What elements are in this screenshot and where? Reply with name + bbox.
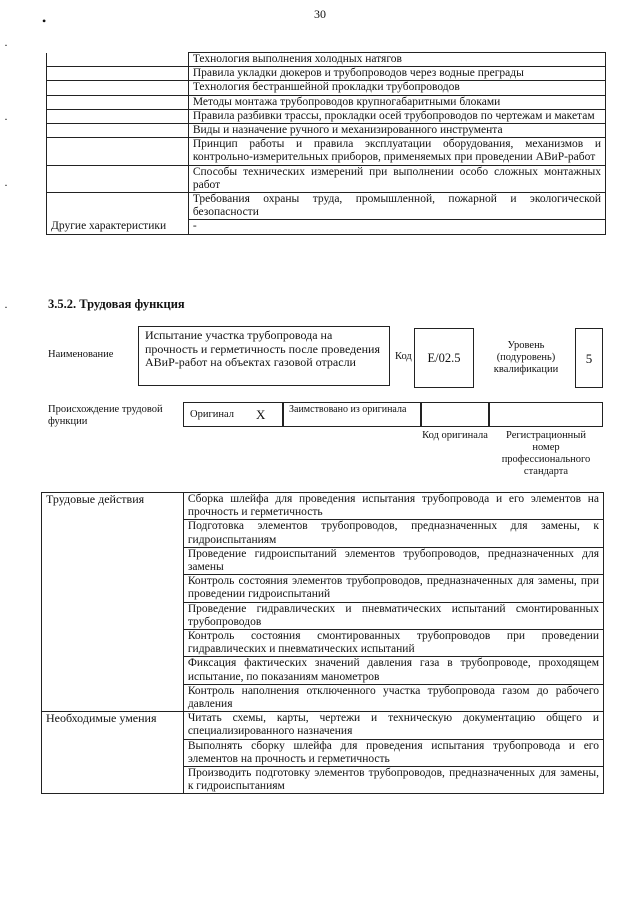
registration-caption: Регистрационный номер профессионального стандарта	[501, 430, 591, 477]
table-cell: Технология выполнения холодных натягов	[188, 53, 605, 67]
table-row	[42, 712, 604, 739]
table-row	[47, 53, 606, 67]
margin-mark: •	[42, 14, 47, 28]
table-cell: Виды и назначение ручного и механизированного инструмента	[188, 124, 605, 138]
level-label: Уровень (подуровень) квалификации	[493, 340, 559, 375]
table-cell: Контроль наполнения отключенного участка трубопровода газом до рабочего давления	[183, 684, 603, 711]
origin-label: Происхождение трудовой функции	[48, 404, 163, 427]
table-cell: Выполнять сборку шлейфа для проведения испытания трубопровода и его элементов на прочность и герметичность	[183, 739, 603, 766]
section-heading: 3.5.2. Трудовая функция	[48, 297, 185, 311]
table-row	[42, 493, 604, 520]
origin-original-cell	[183, 402, 283, 427]
page-number: 30	[314, 7, 326, 21]
code-caption: Код оригинала	[422, 430, 488, 441]
table-row	[47, 109, 606, 123]
table-cell: Требования охраны труда, промышленной, пожарной и экологической безопасности	[188, 193, 605, 220]
table-cell: Правила укладки дюкеров и трубопроводов через водные преграды	[188, 67, 605, 81]
margin-mark: ·	[4, 300, 8, 314]
labor-function-table	[41, 492, 604, 794]
original-code-cell	[421, 402, 489, 427]
table-cell: Принцип работы и правила эксплуатации оборудования, механизмов и контрольно-измерительных приборов, применяемых при проведении АВиР-работ	[188, 138, 605, 165]
table-row	[47, 95, 606, 109]
table-cell: Контроль состояния элементов трубопроводов, предназначенных для замены, при проведении гидроиспытаний	[183, 575, 603, 602]
table-cell: Производить подготовку элементов трубопроводов, предназначенных для замены, к гидроиспытаниям	[183, 767, 603, 794]
labor-actions-label: Трудовые действия	[42, 493, 184, 712]
table-row	[47, 138, 606, 165]
table-row	[47, 81, 606, 95]
table-cell: Фиксация фактических значений давления газа в трубопроводе, проходящем испытание, по показаниям манометров	[183, 657, 603, 684]
knowledge-table	[46, 52, 606, 235]
margin-mark: ·	[4, 112, 8, 126]
table-row	[47, 220, 606, 234]
table-row	[47, 124, 606, 138]
name-label: Наименование	[48, 349, 114, 360]
table-cell: Технология бестраншейной прокладки трубопроводов	[188, 81, 605, 95]
function-code: E/02.5	[414, 328, 474, 388]
table-row	[47, 67, 606, 81]
other-characteristics-label: Другие характеристики	[47, 220, 189, 234]
margin-mark: ·	[4, 178, 8, 192]
table-cell: Подготовка элементов трубопроводов, предназначенных для замены, к гидроиспытаниям	[183, 520, 603, 547]
function-name: Испытание участка трубопровода на прочность и герметичность после проведения АВиР-работ на объектах газовой отрасли	[138, 326, 390, 386]
table-cell: Проведение гидроиспытаний элементов трубопроводов, предназначенных для замены	[183, 547, 603, 574]
table-cell: Методы монтажа трубопроводов крупногабаритными блоками	[188, 95, 605, 109]
required-skills-label: Необходимые умения	[42, 712, 184, 794]
borrowed-cell: Заимствовано из оригинала	[283, 402, 421, 427]
table-cell: Способы технических измерений при выполнении особо сложных монтажных работ	[188, 165, 605, 192]
table-row	[47, 193, 606, 220]
table-cell: Проведение гидравлических и пневматических испытаний смонтированных трубопроводов	[183, 602, 603, 629]
table-cell: Сборка шлейфа для проведения испытания трубопровода и его элементов на прочность и герметичность	[183, 493, 603, 520]
other-characteristics-value: -	[188, 220, 605, 234]
original-label: Оригинал	[190, 409, 234, 420]
table-cell: Правила разбивки трассы, прокладки осей трубопроводов по чертежам и макетам	[188, 109, 605, 123]
registration-number-cell	[489, 402, 603, 427]
qualification-level: 5	[575, 328, 603, 388]
code-label: Код	[395, 351, 412, 362]
margin-mark: ·	[4, 38, 8, 52]
original-mark: X	[256, 407, 266, 422]
table-cell: Читать схемы, карты, чертежи и техническую документацию общего и специализированного назначения	[183, 712, 603, 739]
table-row	[47, 165, 606, 192]
table-cell: Контроль состояния смонтированных трубопроводов при проведении гидравлических и пневматических испытаний	[183, 630, 603, 657]
